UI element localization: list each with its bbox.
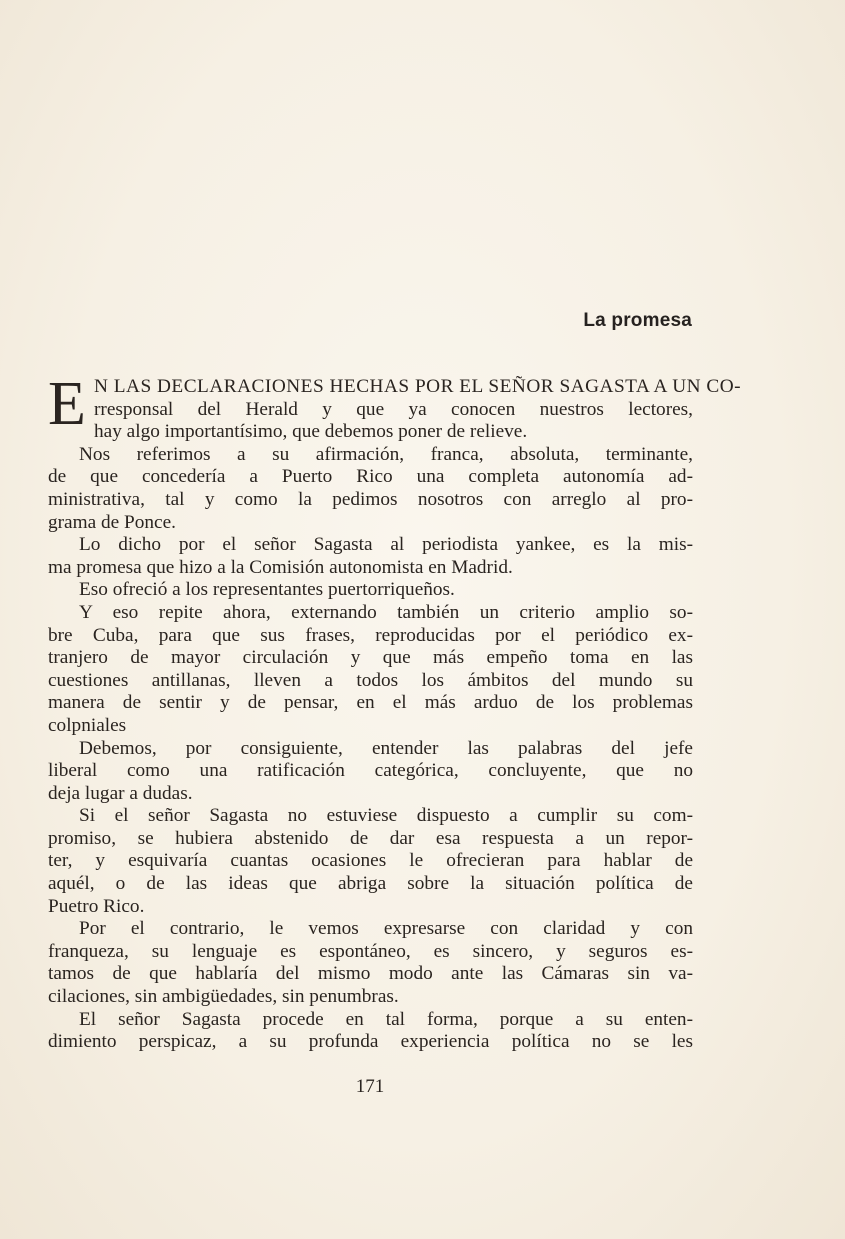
text-line: aquél, o de las ideas que abriga sobre la situación política de — [48, 873, 693, 895]
text-line: promiso, se hubiera abstenido de dar esa respuesta a un repor- — [48, 827, 693, 849]
text-line: tranjero de mayor circulación y que más empeño toma en las — [48, 647, 693, 669]
text-line: hay algo importantísimo, que debemos poner de relieve. — [94, 421, 528, 443]
text-line: Puetro Rico. — [48, 895, 145, 917]
text-line: Eso ofreció a los representantes puertorriqueños. — [79, 579, 455, 601]
text-line: ministrativa, tal y como la pedimos nosotros con arreglo al pro- — [48, 488, 693, 510]
text-line: rresponsal del Herald y que ya conocen nuestros lectores, — [94, 398, 693, 420]
text-line: franqueza, su lenguaje es espontáneo, es sincero, y seguros es- — [48, 940, 693, 962]
text-line: dimiento perspicaz, a su profunda experiencia política no se les — [48, 1031, 693, 1053]
text-line: deja lugar a dudas. — [48, 782, 193, 804]
text-line: grama de Ponce. — [48, 511, 176, 533]
text-line: cuestiones antillanas, lleven a todos los ámbitos del mundo su — [48, 669, 693, 691]
text-line: ma promesa que hizo a la Comisión autonomista en Madrid. — [48, 556, 513, 578]
text-line: Por el contrario, le vemos expresarse con claridad y con — [79, 918, 693, 940]
text-line: tamos de que hablaría del mismo modo ante las Cámaras sin va- — [48, 963, 693, 985]
text-line: manera de sentir y de pensar, en el más arduo de los problemas — [48, 692, 693, 714]
text-line: Si el señor Sagasta no estuviese dispuesto a cumplir su com- — [79, 805, 693, 827]
text-line: Debemos, por consiguiente, entender las palabras del jefe — [79, 737, 693, 759]
page-title: La promesa — [583, 310, 692, 331]
text-line: Y eso repite ahora, externando también un criterio amplio so- — [79, 601, 693, 623]
text-line: liberal como una ratificación categórica, concluyente, que no — [48, 760, 693, 782]
text-line: Nos referimos a su afirmación, franca, absoluta, terminante, — [79, 443, 693, 465]
text-line: ter, y esquivaría cuantas ocasiones le ofrecieran para hablar de — [48, 850, 693, 872]
text-line: cilaciones, sin ambigüedades, sin penumbras. — [48, 986, 399, 1008]
text-line: bre Cuba, para que sus frases, reproducidas por el periódico ex- — [48, 624, 693, 646]
text-line: Lo dicho por el señor Sagasta al periodista yankee, es la mis- — [79, 534, 693, 556]
page-number: 171 — [355, 1076, 385, 1097]
article-body — [48, 370, 742, 1054]
text-line: de que concedería a Puerto Rico una completa autonomía ad- — [48, 466, 693, 488]
text-line: El señor Sagasta procede en tal forma, porque a su enten- — [79, 1008, 693, 1030]
text-line: N LAS DECLARACIONES HECHAS POR EL SEÑOR SAGASTA A UN CO- — [94, 376, 742, 397]
drop-cap: E — [48, 370, 86, 438]
text-line: colpniales — [48, 714, 127, 736]
